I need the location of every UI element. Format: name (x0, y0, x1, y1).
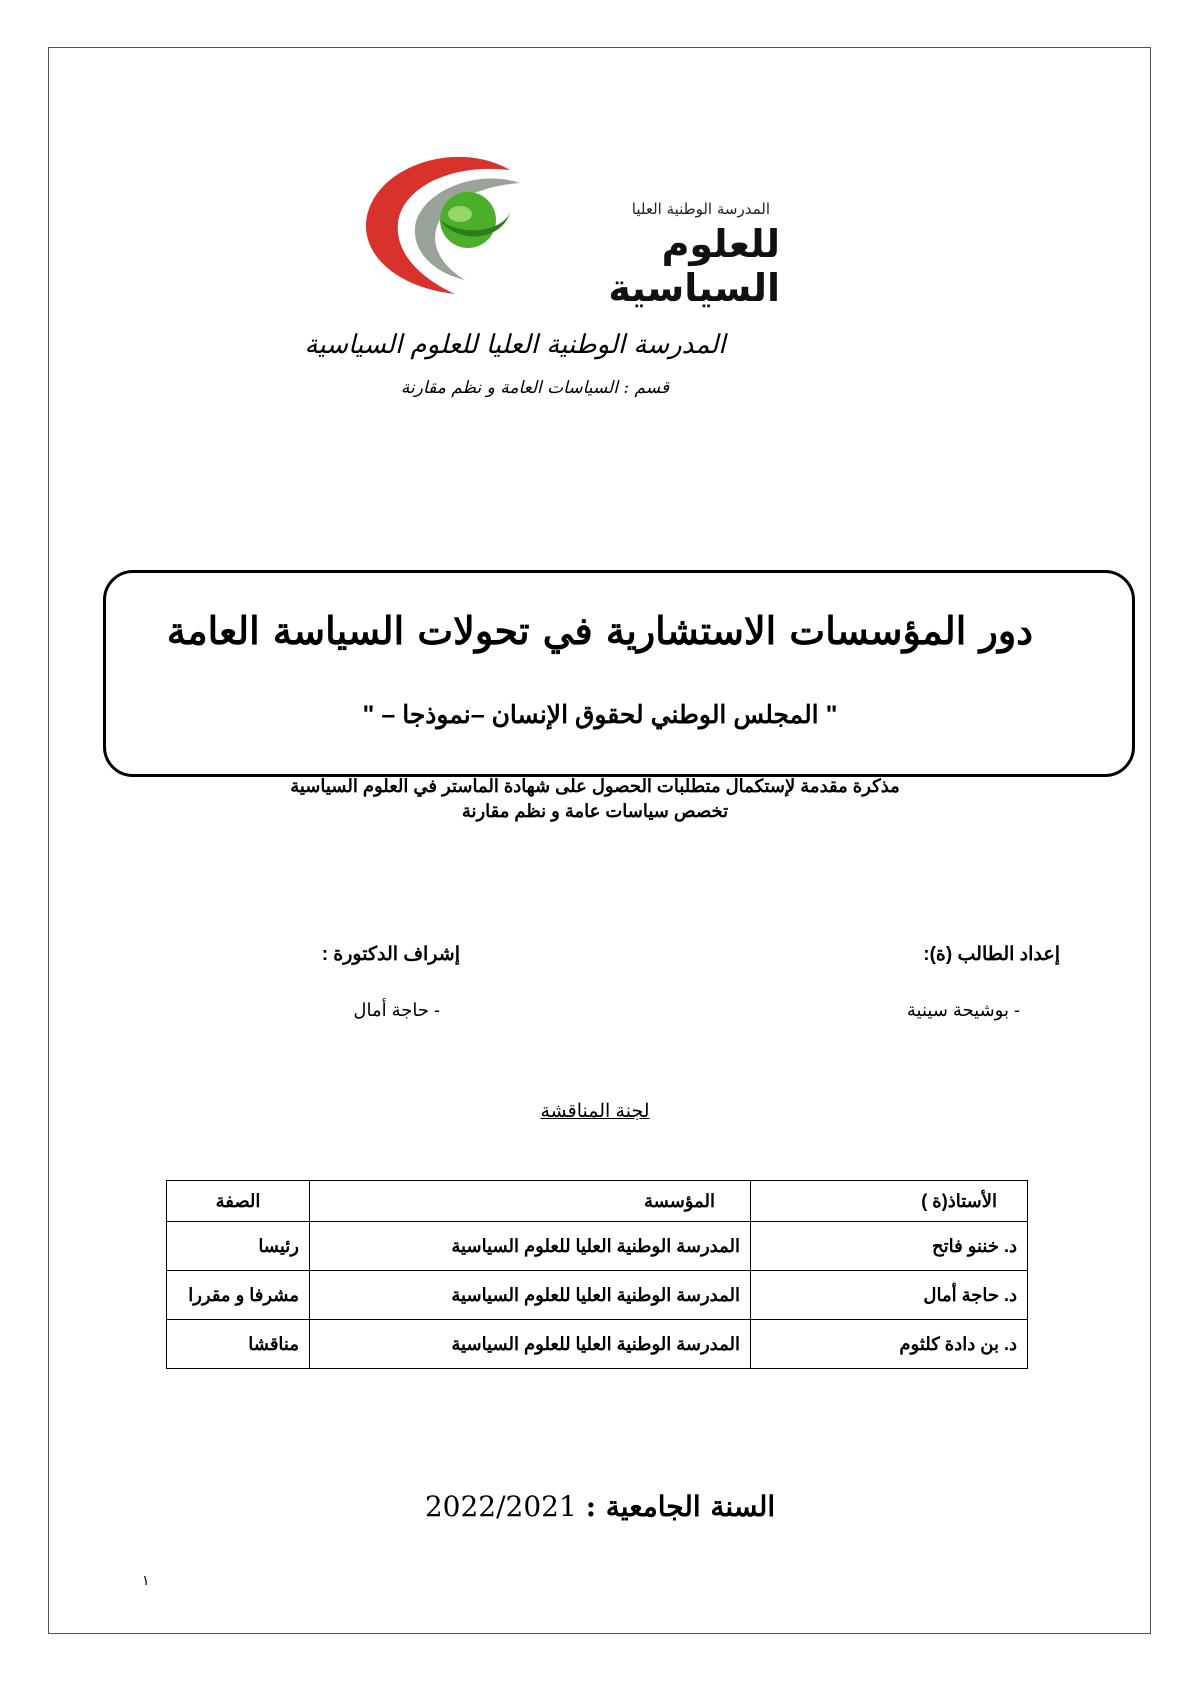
school-name: المدرسة الوطنية العليا للعلوم السياسية (304, 330, 726, 360)
memo-line-2: تخصص سياسات عامة و نظم مقارنة (461, 801, 729, 821)
main-title: دور المؤسسات الاستشارية في تحولات السياسة العامة (166, 608, 1034, 653)
supervisor-name: - حاجة أمال (353, 1000, 440, 1020)
sub-title: " المجلس الوطني لحقوق الإنسان –نموذجا – " (362, 701, 838, 729)
supervisor-label: إشراف الدكتورة : (321, 944, 460, 965)
student-label: إعداد الطالب (ة): (923, 944, 1060, 965)
academic-year-label: السنة الجامعية : (585, 1490, 776, 1523)
title-box (103, 570, 1135, 777)
committee-heading (445, 1100, 745, 1123)
cell-professor: د. حاجة أمال (751, 1271, 1028, 1320)
column-header-role: الصفة (167, 1181, 310, 1222)
academic-year (380, 1490, 820, 1523)
student-name: - بوشيحة سينية (906, 1000, 1020, 1020)
table-header-row (167, 1181, 1028, 1222)
cell-role: رئيسا (167, 1222, 310, 1271)
cell-role: مناقشا (167, 1320, 310, 1369)
cell-role: مشرفا و مقررا (167, 1271, 310, 1320)
cell-professor: د. بن دادة كلثوم (751, 1320, 1028, 1369)
logo-text-large: للعلوم السياسية (608, 222, 780, 310)
table-row (167, 1320, 1028, 1369)
column-header-professor: الأستاذ(ة ) (751, 1181, 1028, 1222)
page-number: ١ (142, 1572, 150, 1588)
cell-institution: المدرسة الوطنية العليا للعلوم السياسية (310, 1320, 751, 1369)
cell-institution: المدرسة الوطنية العليا للعلوم السياسية (310, 1222, 751, 1271)
committee-heading-text: لجنة المناقشة (540, 1101, 650, 1122)
cell-institution: المدرسة الوطنية العليا للعلوم السياسية (310, 1271, 751, 1320)
committee-table (166, 1180, 1028, 1369)
academic-year-value: 2022/2021 (424, 1490, 577, 1523)
memo-line-1: مذكرة مقدمة لإستكمال متطلبات الحصول على شهادة الماستر في العلوم السياسية (290, 776, 900, 796)
department: قسم : السياسات العامة و نظم مقارنة (400, 378, 670, 398)
table-row (167, 1271, 1028, 1320)
column-header-institution: المؤسسة (310, 1181, 751, 1222)
table-row (167, 1222, 1028, 1271)
cell-professor: د. خننو فاتح (751, 1222, 1028, 1271)
logo-text-small: المدرسة الوطنية العليا (631, 200, 770, 218)
